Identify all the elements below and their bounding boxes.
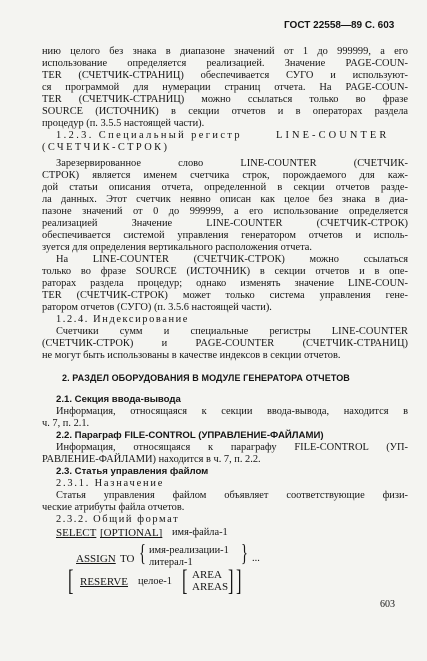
- syntax-param: целое-1: [138, 576, 172, 587]
- section-heading: (СЧЕТЧИК-СТРОК): [42, 142, 170, 153]
- body-line: Статья управления файлом объявляет соответствующие физи-: [56, 490, 408, 501]
- running-header: ГОСТ 22558—89 С. 603: [284, 20, 395, 31]
- section-heading: 2.2. Параграф FILE-CONTROL (УПРАВЛЕНИЕ-ФАЙЛАМИ): [56, 430, 324, 441]
- syntax-keyword-to: TO: [120, 553, 135, 565]
- body-line: ч. 7, п. 2.1.: [42, 418, 90, 429]
- body-line: дой статьи описания отчета, определенной в секции отчетов разде-: [42, 182, 408, 193]
- syntax-keyword-reserve: RESERVE: [80, 576, 129, 588]
- chapter-title: 2. РАЗДЕЛ ОБОРУДОВАНИЯ В МОДУЛЕ ГЕНЕРАТОРА ОТЧЕТОВ: [62, 373, 350, 383]
- section-subheading: 2.3.2. Общий формат: [56, 514, 180, 525]
- syntax-keyword-assign: ASSIGN: [76, 553, 116, 565]
- page-number: 603: [380, 599, 395, 610]
- body-line: TER (СЧЕТЧИК-СТРОК) может только система управления гене-: [42, 290, 408, 301]
- body-line: (СЧЕТЧИК-СТРОК) и PAGE-COUNTER (СЧЕТЧИК-СТРАНИЦ): [42, 338, 408, 349]
- body-line: использование определяется реализацией. Значение PAGE-COUN-: [42, 58, 408, 69]
- body-line: РАВЛЕНИЕ-ФАЙЛАМИ) находится в ч. 7, п. 2.2.: [42, 454, 261, 465]
- syntax-param: литерал-1: [149, 557, 193, 568]
- section-heading: 1.2.3. Специальный регистр: [56, 130, 243, 141]
- body-line: СТРОК) является именем счетчика строк, порождаемого для каж-: [42, 170, 408, 181]
- syntax-ellipsis: ...: [252, 553, 260, 564]
- section-heading: 2.3. Статья управления файлом: [56, 466, 209, 477]
- section-heading: 2.1. Секция ввода-вывода: [56, 394, 181, 405]
- body-line: раторах раздела процедур; однако изменять значение LINE-COUN-: [42, 278, 408, 289]
- section-subheading: 2.3.1. Назначение: [56, 478, 165, 489]
- syntax-keyword-areas: AREAS: [192, 581, 229, 593]
- right-brace: }: [241, 541, 248, 567]
- inner-left-bracket: [: [182, 564, 188, 597]
- inner-right-bracket: ]: [228, 564, 234, 597]
- body-line: зуется для определения вертикального расположения отчета.: [42, 242, 312, 253]
- body-line: SOURCE (ИСТОЧНИК) в секции отчетов и в операторах раздела: [42, 106, 408, 117]
- left-brace: {: [139, 541, 146, 567]
- body-line: не могут быть использованы в качестве индексов в секции отчетов.: [42, 350, 341, 361]
- body-line: На LINE-COUNTER (СЧЕТЧИК-СТРОК) можно ссылаться: [56, 254, 408, 265]
- section-heading: 1.2.4. Индексирование: [56, 314, 190, 325]
- body-line: TER (СЧЕТЧИК-СТРАНИЦ) обеспечивается СУГО и используют-: [42, 70, 408, 81]
- body-line: Информация, относящаяся к секции ввода-вывода, находится в: [56, 406, 408, 417]
- body-line: TER (СЧЕТЧИК-СТРАНИЦ) можно ссылаться только во фразе: [42, 94, 408, 105]
- body-line: процедур (п. 3.5.5 настоящей части).: [42, 118, 205, 129]
- body-line: Счетчики сумм и специальные регистры LINE-COUNTER: [56, 326, 408, 337]
- syntax-keyword-optional: [OPTIONAL]: [100, 527, 163, 539]
- body-line: пазоне значений от 0 до 999999, а его использование определяется: [42, 206, 408, 217]
- right-bracket: ]: [236, 564, 242, 597]
- syntax-param: имя-файла-1: [172, 527, 228, 538]
- left-bracket: [: [68, 564, 74, 597]
- syntax-param: имя-реализации-1: [149, 545, 229, 556]
- body-line: ческие атрибуты файла отчетов.: [42, 502, 185, 513]
- body-line: ся программой для нумерации страниц отчета. На PAGE-COUN-: [42, 82, 408, 93]
- body-line: нию целого без знака в диапазоне значений от 1 до 999999, а его: [42, 46, 408, 57]
- body-line: Зарезервированное слово LINE-COUNTER (СЧЕТЧИК-: [56, 158, 408, 169]
- body-line: реализацией Значение LINE-COUNTER (СЧЕТЧИК-СТРОК): [42, 218, 408, 229]
- body-line: только во фразе SOURCE (ИСТОЧНИК) в секции отчетов и в опе-: [42, 266, 408, 277]
- body-line: ла данных. Этот счетчик неявно описан как целое без знака в диа-: [42, 194, 408, 205]
- syntax-keyword-select: SELECT: [56, 527, 97, 539]
- section-heading-term: LINE-COUNTER: [276, 130, 390, 141]
- body-line: Информация, относящаяся к параграфу FILE-CONTROL (УП-: [56, 442, 408, 453]
- body-line: ратором отчетов (СУГО) (п. 3.5.6 настоящей части).: [42, 302, 272, 313]
- body-line: обеспечивается системой управления генератором отчетов и исполь-: [42, 230, 408, 241]
- syntax-keyword-area: AREA: [192, 569, 222, 581]
